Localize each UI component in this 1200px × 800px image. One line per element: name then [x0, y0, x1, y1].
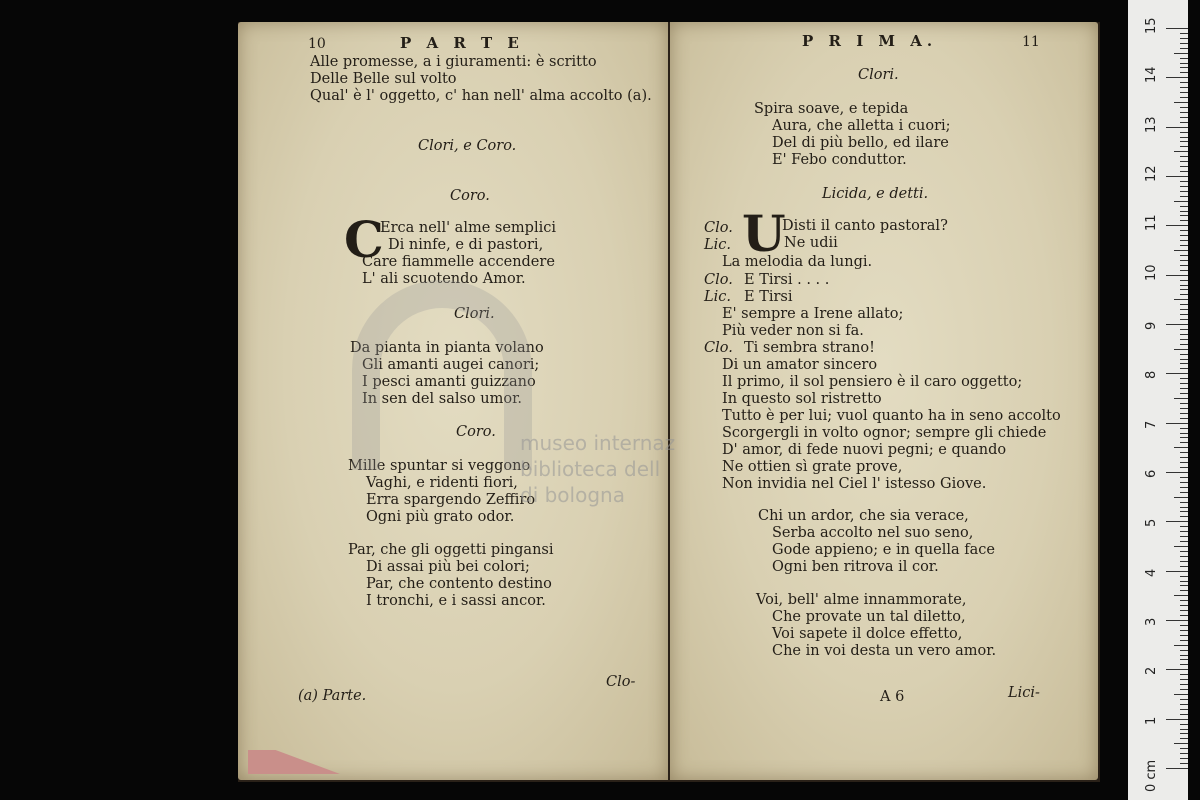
ruler-tick [1174, 201, 1188, 202]
left-page-number: 10 [308, 36, 326, 52]
ruler-tick [1180, 531, 1188, 532]
ruler-tick [1180, 245, 1188, 246]
verse-line: Erca nell' alme semplici [380, 220, 556, 236]
ruler-tick [1174, 694, 1188, 695]
ruler-tick [1180, 442, 1188, 443]
dialogue-line: D' amor, di fede nuovi pegni; e quando [722, 442, 1007, 458]
ruler-tick [1180, 418, 1188, 419]
ruler-tick [1180, 758, 1188, 759]
centimeter-ruler [1128, 0, 1188, 800]
ruler-label: 0 cm [1144, 759, 1159, 792]
ruler-tick [1180, 428, 1188, 429]
dialogue-line: E Tirsi . . . . [744, 272, 830, 288]
verse-line: In sen del salso umor. [362, 391, 523, 407]
ruler-tick [1180, 674, 1188, 675]
ruler-tick [1180, 576, 1188, 577]
ruler-tick [1180, 314, 1188, 315]
speaker-label: Clo. [704, 340, 733, 356]
ruler-tick [1180, 33, 1188, 34]
ruler-tick [1180, 650, 1188, 651]
ruler-tick [1180, 516, 1188, 517]
catchword: Lici- [1008, 685, 1040, 701]
ruler-tick [1180, 635, 1188, 636]
ruler-tick [1180, 220, 1188, 221]
ruler-tick [1180, 289, 1188, 290]
ruler-tick [1166, 423, 1188, 424]
ruler-tick [1180, 285, 1188, 286]
ruler-tick [1180, 738, 1188, 739]
ruler-tick [1174, 595, 1188, 596]
ruler-tick [1180, 196, 1188, 197]
verse-line: Gli amanti augei canori; [362, 357, 540, 373]
ruler-tick [1180, 186, 1188, 187]
ruler-tick [1180, 107, 1188, 108]
dialogue-line: Tutto è per lui; vuol quanto ha in seno accolto [722, 408, 1061, 424]
verse-line: Aura, che alletta i cuori; [772, 118, 951, 134]
ruler-tick [1180, 72, 1188, 73]
ruler-label: 9 [1144, 321, 1159, 330]
ruler-tick [1180, 363, 1188, 364]
ruler-tick [1180, 181, 1188, 182]
ruler-tick [1174, 349, 1188, 350]
ruler-tick [1166, 472, 1188, 473]
verse-line: Del di più bello, ed ilare [772, 135, 949, 151]
dialogue-line: Il primo, il sol pensiero è il caro oggetto; [722, 374, 1023, 390]
ruler-tick [1180, 541, 1188, 542]
dialogue-line: Di un amator sincero [722, 357, 878, 373]
ruler-tick [1180, 354, 1188, 355]
ruler-tick [1180, 334, 1188, 335]
ruler-tick [1180, 171, 1188, 172]
ruler-label: 3 [1144, 617, 1159, 626]
ruler-tick [1180, 437, 1188, 438]
dialogue-line: E Tirsi [744, 289, 793, 305]
ruler-tick [1180, 511, 1188, 512]
speaker-label: Lic. [704, 289, 731, 305]
ruler-tick [1180, 280, 1188, 281]
museum-logo-watermark [352, 280, 532, 470]
ruler-tick [1166, 77, 1188, 78]
ruler-tick [1180, 191, 1188, 192]
watermark-text: museo internaz biblioteca dell di bologna [520, 431, 676, 507]
ruler-tick [1180, 270, 1188, 271]
verse-line: Spira soave, e tepida [754, 101, 909, 117]
ruler-tick [1180, 344, 1188, 345]
ruler-tick [1180, 383, 1188, 384]
ruler-tick [1180, 112, 1188, 113]
ruler-tick [1180, 507, 1188, 508]
ruler-tick [1180, 304, 1188, 305]
verse-line: Gode appieno; e in quella face [772, 542, 995, 558]
ruler-tick [1174, 645, 1188, 646]
ruler-tick [1180, 141, 1188, 142]
ruler-tick [1180, 339, 1188, 340]
ruler-tick [1180, 709, 1188, 710]
ruler-tick [1180, 492, 1188, 493]
ruler-tick [1180, 753, 1188, 754]
ruler-label: 8 [1144, 371, 1159, 380]
ruler-tick [1180, 408, 1188, 409]
ruler-tick [1180, 265, 1188, 266]
ruler-tick [1180, 368, 1188, 369]
ruler-tick [1180, 260, 1188, 261]
verse-line: I tronchi, e i sassi ancor. [366, 593, 546, 609]
ruler-tick [1180, 403, 1188, 404]
ruler-tick [1174, 250, 1188, 251]
ruler-tick [1180, 536, 1188, 537]
verse-line: Da pianta in pianta volano [350, 340, 544, 356]
ruler-label: 4 [1144, 568, 1159, 577]
ruler-tick [1166, 571, 1188, 572]
ruler-tick [1180, 146, 1188, 147]
verse-line: Voi sapete il dolce effetto, [772, 626, 963, 642]
verse-line: Di assai più bei colori; [366, 559, 530, 575]
heading-clori: Clori. [454, 306, 495, 322]
ruler-tick [1166, 521, 1188, 522]
ruler-tick [1180, 215, 1188, 216]
ruler-tick [1180, 388, 1188, 389]
dialogue-line: La melodia da lungi. [722, 254, 873, 270]
ruler-tick [1180, 482, 1188, 483]
dialogue-line: Disti il canto pastoral? [782, 218, 948, 234]
ruler-tick [1180, 378, 1188, 379]
dialogue-line: Ne ottien sì grate prove, [722, 459, 903, 475]
ruler-tick [1166, 28, 1188, 29]
ruler-tick [1180, 502, 1188, 503]
ruler-tick [1166, 373, 1188, 374]
ruler-tick [1174, 743, 1188, 744]
ruler-tick [1180, 566, 1188, 567]
ruler-tick [1174, 398, 1188, 399]
ruler-tick [1180, 556, 1188, 557]
heading-clori: Clori. [858, 67, 899, 83]
ruler-tick [1180, 615, 1188, 616]
heading-coro: Coro. [456, 424, 496, 440]
heading-licida-detti: Licida, e detti. [822, 186, 929, 202]
ruler-tick [1180, 630, 1188, 631]
verse-line: Di ninfe, e di pastori, [388, 237, 544, 253]
dialogue-line: E' sempre a Irene allato; [722, 306, 904, 322]
verse-line: Chi un ardor, che sia verace, [758, 508, 969, 524]
verse-line: Vaghi, e ridenti fiori, [366, 475, 518, 491]
ruler-tick [1180, 393, 1188, 394]
dialogue-line: Ti sembra strano! [744, 340, 875, 356]
ruler-tick [1180, 161, 1188, 162]
drop-cap: C [344, 210, 384, 269]
ruler-tick [1180, 581, 1188, 582]
ruler-tick [1180, 551, 1188, 552]
verse-line: Erra spargendo Zeffiro [366, 492, 536, 508]
ruler-tick [1180, 92, 1188, 93]
footnote: (a) Parte. [298, 688, 367, 704]
ruler-tick [1180, 67, 1188, 68]
ruler-label: 13 [1144, 116, 1159, 133]
ruler-tick [1180, 679, 1188, 680]
ruler-label: 12 [1144, 165, 1159, 182]
dialogue-line: Scorgergli in volto ognor; sempre gli chiede [722, 425, 1047, 441]
catchword: Clo- [606, 674, 636, 690]
intro-line: Qual' è l' oggetto, c' han nell' alma accolto (a). [310, 88, 652, 104]
ruler-tick [1180, 714, 1188, 715]
ruler-tick [1180, 659, 1188, 660]
ruler-tick [1180, 704, 1188, 705]
ruler-tick [1180, 206, 1188, 207]
ruler-tick [1180, 655, 1188, 656]
ruler-tick [1180, 255, 1188, 256]
ruler-tick [1180, 585, 1188, 586]
speaker-label: Clo. [704, 220, 733, 236]
dialogue-line: In questo sol ristretto [722, 391, 882, 407]
ruler-tick [1174, 546, 1188, 547]
drop-cap: U [742, 204, 786, 263]
signature-mark: A 6 [880, 689, 905, 705]
ruler-tick [1180, 462, 1188, 463]
verse-line: Mille spuntar si veggono [348, 458, 531, 474]
ruler-tick [1180, 605, 1188, 606]
ruler-tick [1180, 433, 1188, 434]
ruler-tick [1180, 699, 1188, 700]
dialogue-line: Più veder non si fa. [722, 323, 864, 339]
ruler-label: 2 [1144, 667, 1159, 676]
ruler-tick [1166, 669, 1188, 670]
ruler-tick [1180, 689, 1188, 690]
ruler-tick [1180, 748, 1188, 749]
right-page [670, 22, 1098, 780]
ruler-tick [1180, 457, 1188, 458]
ruler-tick [1180, 132, 1188, 133]
ruler-label: 6 [1144, 469, 1159, 478]
verse-line: Care fiammelle accendere [362, 254, 555, 270]
ruler-tick [1180, 240, 1188, 241]
ruler-tick [1180, 477, 1188, 478]
ruler-tick [1180, 359, 1188, 360]
ruler-tick [1180, 38, 1188, 39]
verse-line: Voi, bell' alme innammorate, [756, 592, 967, 608]
ruler-tick [1166, 275, 1188, 276]
ruler-label: 7 [1144, 420, 1159, 429]
ruler-tick [1180, 684, 1188, 685]
ruler-tick [1166, 768, 1188, 769]
ruler-tick [1174, 497, 1188, 498]
verse-line: Ogni ben ritrova il cor. [772, 559, 939, 575]
ruler-tick [1166, 176, 1188, 177]
ruler-tick [1180, 235, 1188, 236]
right-page-number: 11 [1022, 34, 1040, 50]
ruler-tick [1180, 156, 1188, 157]
ruler-tick [1180, 117, 1188, 118]
ruler-label: 11 [1144, 214, 1159, 232]
ruler-tick [1174, 299, 1188, 300]
ruler-tick [1174, 102, 1188, 103]
ruler-tick [1180, 729, 1188, 730]
verse-line: E' Febo conduttor. [772, 152, 907, 168]
ruler-tick [1180, 763, 1188, 764]
ruler-tick [1174, 151, 1188, 152]
ruler-tick [1180, 48, 1188, 49]
ruler-tick [1180, 625, 1188, 626]
dialogue-line: Non invidia nel Ciel l' istesso Giove. [722, 476, 987, 492]
heading-clori-coro: Clori, e Coro. [418, 138, 517, 154]
ruler-tick [1166, 719, 1188, 720]
dialogue-line: Ne udii [784, 235, 838, 251]
ruler-label: 15 [1144, 17, 1159, 34]
ruler-tick [1180, 329, 1188, 330]
ruler-tick [1180, 526, 1188, 527]
ruler-tick [1180, 724, 1188, 725]
ruler-tick [1166, 127, 1188, 128]
verse-line: L' ali scuotendo Amor. [362, 271, 526, 287]
ruler-tick [1180, 561, 1188, 562]
ruler-tick [1180, 166, 1188, 167]
pink-endpaper [248, 750, 340, 774]
ruler-label: 5 [1144, 519, 1159, 528]
verse-line: Ogni più grato odor. [366, 509, 515, 525]
speaker-label: Lic. [704, 237, 731, 253]
ruler-tick [1180, 122, 1188, 123]
ruler-tick [1180, 43, 1188, 44]
ruler-tick [1180, 294, 1188, 295]
verse-line: Par, che gli oggetti pingansi [348, 542, 554, 558]
ruler-tick [1180, 87, 1188, 88]
ruler-tick [1180, 319, 1188, 320]
ruler-tick [1174, 53, 1188, 54]
ruler-tick [1180, 640, 1188, 641]
ruler-tick [1180, 309, 1188, 310]
ruler-label: 1 [1144, 716, 1159, 725]
ruler-tick [1180, 82, 1188, 83]
ruler-tick [1166, 620, 1188, 621]
speaker-label: Clo. [704, 272, 733, 288]
verse-line: I pesci amanti guizzano [362, 374, 536, 390]
intro-line: Alle promesse, a i giuramenti: è scritto [310, 54, 597, 70]
ruler-tick [1180, 590, 1188, 591]
ruler-label: 14 [1144, 66, 1159, 84]
heading-coro: Coro. [450, 188, 490, 204]
intro-line: Delle Belle sul volto [310, 71, 457, 87]
verse-line: Par, che contento destino [366, 576, 552, 592]
left-running-head: P A R T E [400, 34, 524, 52]
ruler-tick [1180, 63, 1188, 64]
ruler-tick [1166, 225, 1188, 226]
ruler-tick [1180, 230, 1188, 231]
ruler-tick [1180, 600, 1188, 601]
ruler-tick [1180, 610, 1188, 611]
right-running-head: P R I M A. [802, 32, 938, 50]
ruler-tick [1180, 211, 1188, 212]
verse-line: Che provate un tal diletto, [772, 609, 966, 625]
ruler-label: 10 [1144, 264, 1159, 281]
ruler-tick [1180, 467, 1188, 468]
ruler-tick [1180, 452, 1188, 453]
ruler-tick [1180, 413, 1188, 414]
ruler-tick [1180, 58, 1188, 59]
ruler-tick [1180, 733, 1188, 734]
ruler-tick [1180, 137, 1188, 138]
verse-line: Che in voi desta un vero amor. [772, 643, 997, 659]
ruler-tick [1166, 324, 1188, 325]
ruler-tick [1174, 447, 1188, 448]
verse-line: Serba accolto nel suo seno, [772, 525, 974, 541]
ruler-tick [1180, 664, 1188, 665]
ruler-tick [1180, 487, 1188, 488]
ruler-tick [1180, 97, 1188, 98]
